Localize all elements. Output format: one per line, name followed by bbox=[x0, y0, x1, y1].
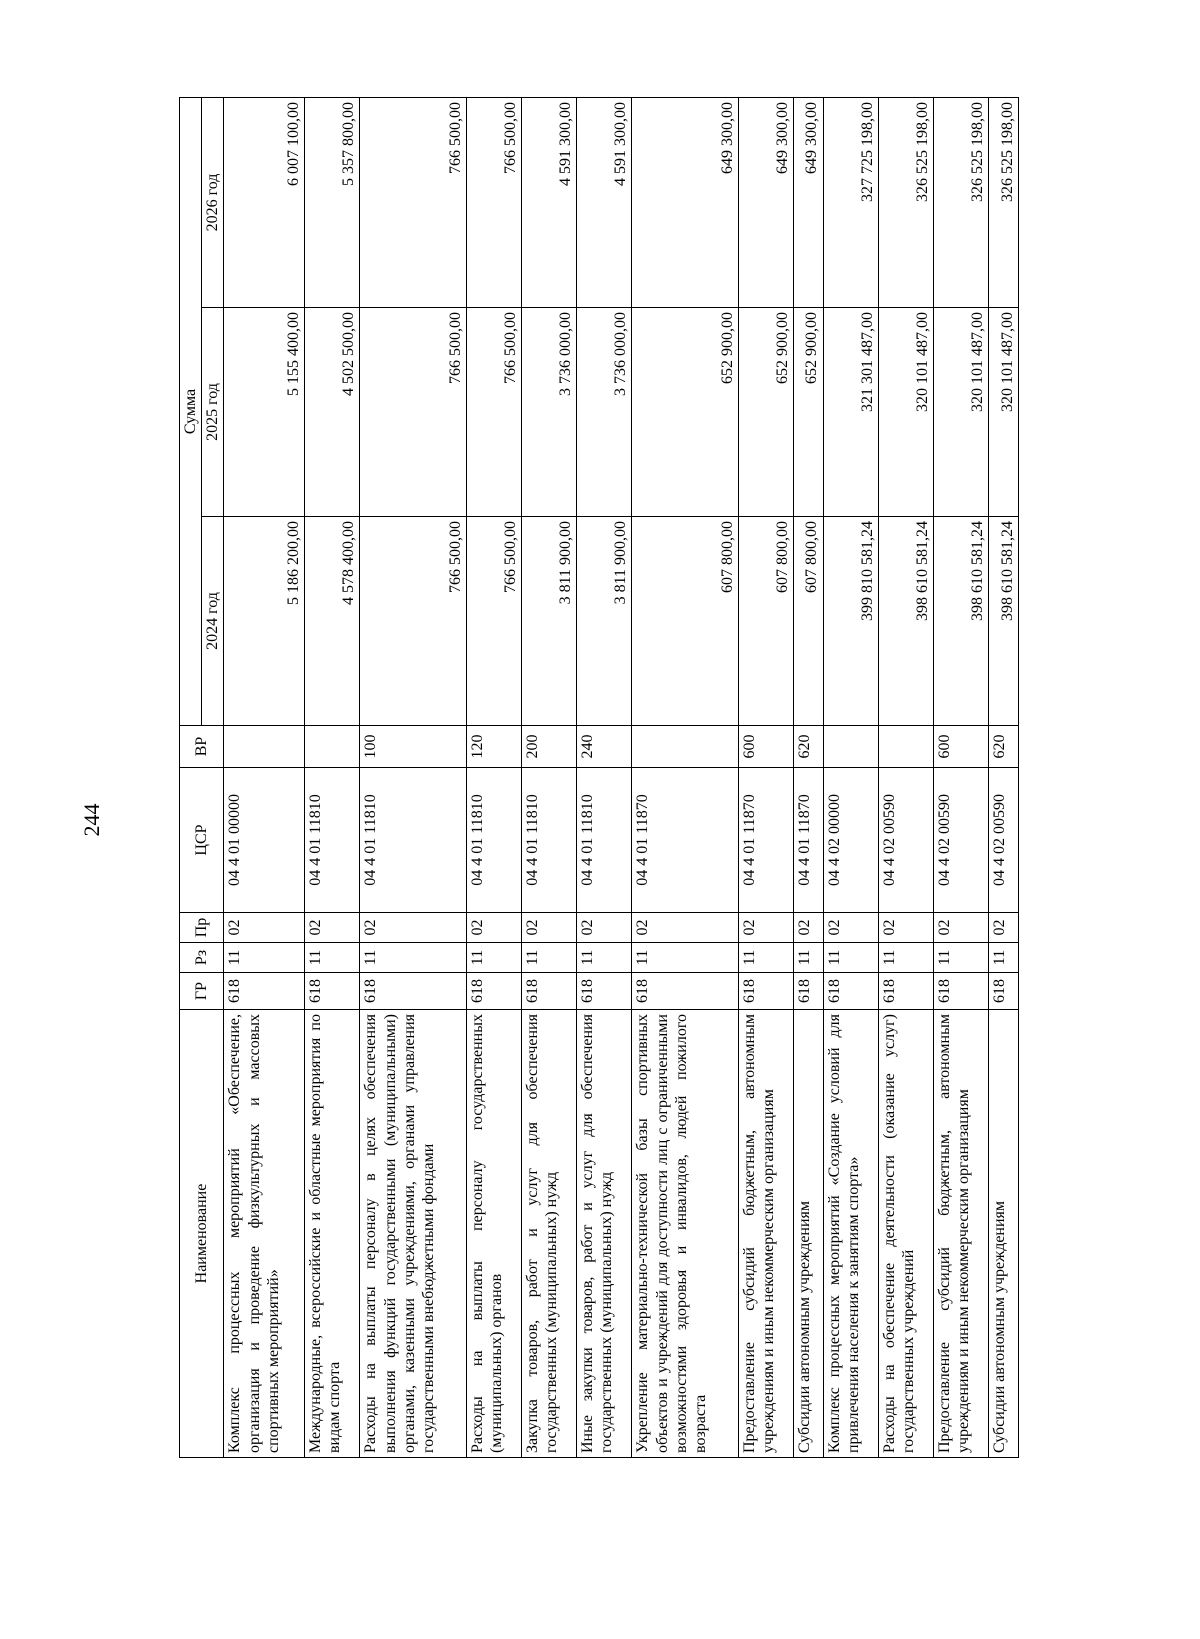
cell-name: Международные, всероссийские и областные мероприятия по видам спорта bbox=[305, 1010, 360, 1458]
cell-csr: 04 4 01 11810 bbox=[360, 768, 466, 913]
cell-pr: 02 bbox=[794, 913, 824, 943]
cell-2025: 766 500,00 bbox=[360, 308, 466, 517]
table-body bbox=[224, 97, 1019, 1457]
cell-2025: 766 500,00 bbox=[466, 308, 521, 517]
cell-2026: 4 591 300,00 bbox=[577, 97, 632, 307]
table-row bbox=[577, 97, 632, 1457]
cell-name: Расходы на обеспечение деятельности (оказание услуг) государственных учреждений bbox=[878, 1010, 933, 1458]
cell-name: Субсидии автономным учреждениям bbox=[989, 1010, 1019, 1458]
cell-vr: 200 bbox=[522, 726, 577, 768]
cell-2025: 5 155 400,00 bbox=[224, 308, 305, 517]
cell-2026: 326 525 198,00 bbox=[878, 97, 933, 307]
header-2024: 2024 год bbox=[202, 517, 224, 726]
cell-csr: 04 4 01 11810 bbox=[522, 768, 577, 913]
cell-vr bbox=[823, 726, 878, 768]
cell-2025: 652 900,00 bbox=[632, 308, 738, 517]
cell-2024: 3 811 900,00 bbox=[522, 517, 577, 726]
cell-gr: 618 bbox=[823, 973, 878, 1010]
cell-name: Комплекс процессных мероприятий «Создание условий для привлечения населения к занятиям спорта» bbox=[823, 1010, 878, 1458]
cell-rz: 11 bbox=[305, 943, 360, 973]
header-row-1 bbox=[180, 97, 202, 1457]
cell-2024: 766 500,00 bbox=[466, 517, 521, 726]
header-csr: ЦСР bbox=[180, 768, 224, 913]
cell-name: Расходы на выплаты персоналу государственных (муниципальных) органов bbox=[466, 1010, 521, 1458]
header-gr: ГР bbox=[180, 973, 224, 1010]
cell-2024: 398 610 581,24 bbox=[934, 517, 989, 726]
budget-table bbox=[179, 97, 1019, 1458]
header-pr: Пр bbox=[180, 913, 224, 943]
cell-gr: 618 bbox=[878, 973, 933, 1010]
cell-2024: 399 810 581,24 bbox=[823, 517, 878, 726]
cell-csr: 04 4 02 00000 bbox=[823, 768, 878, 913]
cell-2026: 766 500,00 bbox=[466, 97, 521, 307]
cell-vr bbox=[878, 726, 933, 768]
cell-pr: 02 bbox=[632, 913, 738, 943]
table-row bbox=[522, 97, 577, 1457]
cell-pr: 02 bbox=[934, 913, 989, 943]
cell-gr: 618 bbox=[794, 973, 824, 1010]
cell-gr: 618 bbox=[305, 973, 360, 1010]
cell-rz: 11 bbox=[632, 943, 738, 973]
cell-gr: 618 bbox=[224, 973, 305, 1010]
cell-2026: 326 525 198,00 bbox=[989, 97, 1019, 307]
cell-pr: 02 bbox=[738, 913, 793, 943]
cell-vr: 620 bbox=[989, 726, 1019, 768]
table-row bbox=[632, 97, 738, 1457]
cell-rz: 11 bbox=[934, 943, 989, 973]
table-row bbox=[738, 97, 793, 1457]
cell-pr: 02 bbox=[522, 913, 577, 943]
cell-2024: 607 800,00 bbox=[632, 517, 738, 726]
cell-2025: 3 736 000,00 bbox=[522, 308, 577, 517]
cell-name: Предоставление субсидий бюджетным, автономным учреждениям и иным некоммерческим организациям bbox=[738, 1010, 793, 1458]
cell-pr: 02 bbox=[577, 913, 632, 943]
header-rz: Рз bbox=[180, 943, 224, 973]
cell-2024: 3 811 900,00 bbox=[577, 517, 632, 726]
cell-vr: 240 bbox=[577, 726, 632, 768]
cell-vr bbox=[632, 726, 738, 768]
cell-csr: 04 4 01 11810 bbox=[305, 768, 360, 913]
cell-csr: 04 4 01 00000 bbox=[224, 768, 305, 913]
cell-csr: 04 4 01 11810 bbox=[466, 768, 521, 913]
cell-name: Укрепление материально-технической базы спортивных объектов и учреждений для доступности лиц с ограниченными возможностями здоровья и инвалидов, людей пожилого возраста bbox=[632, 1010, 738, 1458]
table-row bbox=[360, 97, 466, 1457]
cell-name: Предоставление субсидий бюджетным, автономным учреждениям и иным некоммерческим организациям bbox=[934, 1010, 989, 1458]
cell-rz: 11 bbox=[989, 943, 1019, 973]
cell-pr: 02 bbox=[224, 913, 305, 943]
table-row bbox=[794, 97, 824, 1457]
cell-2026: 766 500,00 bbox=[360, 97, 466, 307]
cell-2025: 652 900,00 bbox=[738, 308, 793, 517]
cell-vr: 600 bbox=[738, 726, 793, 768]
cell-vr: 620 bbox=[794, 726, 824, 768]
cell-name: Расходы на выплаты персоналу в целях обеспечения выполнения функций государственными (муниципальными) органами, казенными учреждениями, органами управления государственными внебюджетными фондами bbox=[360, 1010, 466, 1458]
header-name: Наименование bbox=[180, 1010, 224, 1458]
cell-pr: 02 bbox=[305, 913, 360, 943]
cell-rz: 11 bbox=[466, 943, 521, 973]
table-row bbox=[989, 97, 1019, 1457]
cell-gr: 618 bbox=[989, 973, 1019, 1010]
cell-rz: 11 bbox=[878, 943, 933, 973]
cell-csr: 04 4 02 00590 bbox=[934, 768, 989, 913]
cell-pr: 02 bbox=[989, 913, 1019, 943]
header-2026: 2026 год bbox=[202, 97, 224, 307]
table-row bbox=[934, 97, 989, 1457]
cell-gr: 618 bbox=[466, 973, 521, 1010]
cell-vr bbox=[305, 726, 360, 768]
cell-csr: 04 4 01 11870 bbox=[632, 768, 738, 913]
cell-2025: 652 900,00 bbox=[794, 308, 824, 517]
cell-csr: 04 4 01 11870 bbox=[794, 768, 824, 913]
cell-2024: 398 610 581,24 bbox=[878, 517, 933, 726]
cell-vr: 120 bbox=[466, 726, 521, 768]
cell-gr: 618 bbox=[934, 973, 989, 1010]
cell-2024: 4 578 400,00 bbox=[305, 517, 360, 726]
cell-gr: 618 bbox=[738, 973, 793, 1010]
cell-pr: 02 bbox=[466, 913, 521, 943]
cell-2025: 320 101 487,00 bbox=[878, 308, 933, 517]
cell-2026: 649 300,00 bbox=[738, 97, 793, 307]
table-row bbox=[466, 97, 521, 1457]
cell-2025: 320 101 487,00 bbox=[989, 308, 1019, 517]
cell-csr: 04 4 01 11870 bbox=[738, 768, 793, 913]
cell-rz: 11 bbox=[224, 943, 305, 973]
table-row bbox=[823, 97, 878, 1457]
cell-2026: 4 591 300,00 bbox=[522, 97, 577, 307]
cell-2024: 607 800,00 bbox=[738, 517, 793, 726]
cell-2026: 6 007 100,00 bbox=[224, 97, 305, 307]
cell-name: Иные закупки товаров, работ и услуг для обеспечения государственных (муниципальных) нужд bbox=[577, 1010, 632, 1458]
cell-2025: 3 736 000,00 bbox=[577, 308, 632, 517]
cell-2024: 5 186 200,00 bbox=[224, 517, 305, 726]
table-row bbox=[305, 97, 360, 1457]
cell-pr: 02 bbox=[878, 913, 933, 943]
cell-vr bbox=[224, 726, 305, 768]
cell-name: Субсидии автономным учреждениям bbox=[794, 1010, 824, 1458]
cell-csr: 04 4 02 00590 bbox=[989, 768, 1019, 913]
cell-2025: 321 301 487,00 bbox=[823, 308, 878, 517]
cell-gr: 618 bbox=[632, 973, 738, 1010]
cell-2024: 766 500,00 bbox=[360, 517, 466, 726]
header-sum: Сумма bbox=[180, 97, 202, 725]
cell-rz: 11 bbox=[360, 943, 466, 973]
cell-pr: 02 bbox=[360, 913, 466, 943]
cell-2026: 649 300,00 bbox=[794, 97, 824, 307]
cell-2026: 649 300,00 bbox=[632, 97, 738, 307]
cell-csr: 04 4 01 11810 bbox=[577, 768, 632, 913]
cell-gr: 618 bbox=[360, 973, 466, 1010]
cell-rz: 11 bbox=[522, 943, 577, 973]
cell-2025: 320 101 487,00 bbox=[934, 308, 989, 517]
cell-name: Закупка товаров, работ и услуг для обеспечения государственных (муниципальных) нужд bbox=[522, 1010, 577, 1458]
cell-2026: 327 725 198,00 bbox=[823, 97, 878, 307]
cell-vr: 600 bbox=[934, 726, 989, 768]
cell-rz: 11 bbox=[738, 943, 793, 973]
page-number: 244 bbox=[79, 803, 104, 837]
cell-2026: 5 357 800,00 bbox=[305, 97, 360, 307]
cell-rz: 11 bbox=[794, 943, 824, 973]
table-row bbox=[878, 97, 933, 1457]
cell-csr: 04 4 02 00590 bbox=[878, 768, 933, 913]
cell-rz: 11 bbox=[823, 943, 878, 973]
cell-name: Комплекс процессных мероприятий «Обеспечение, организация и проведение физкультурных и массовых спортивных мероприятий» bbox=[224, 1010, 305, 1458]
cell-2024: 398 610 581,24 bbox=[989, 517, 1019, 726]
cell-pr: 02 bbox=[823, 913, 878, 943]
cell-vr: 100 bbox=[360, 726, 466, 768]
header-2025: 2025 год bbox=[202, 308, 224, 517]
cell-2026: 326 525 198,00 bbox=[934, 97, 989, 307]
cell-gr: 618 bbox=[522, 973, 577, 1010]
cell-rz: 11 bbox=[577, 943, 632, 973]
table-row bbox=[224, 97, 305, 1457]
cell-2025: 4 502 500,00 bbox=[305, 308, 360, 517]
header-vr: ВР bbox=[180, 726, 224, 768]
cell-gr: 618 bbox=[577, 973, 632, 1010]
cell-2024: 607 800,00 bbox=[794, 517, 824, 726]
rotated-table-container bbox=[179, 98, 1019, 1458]
